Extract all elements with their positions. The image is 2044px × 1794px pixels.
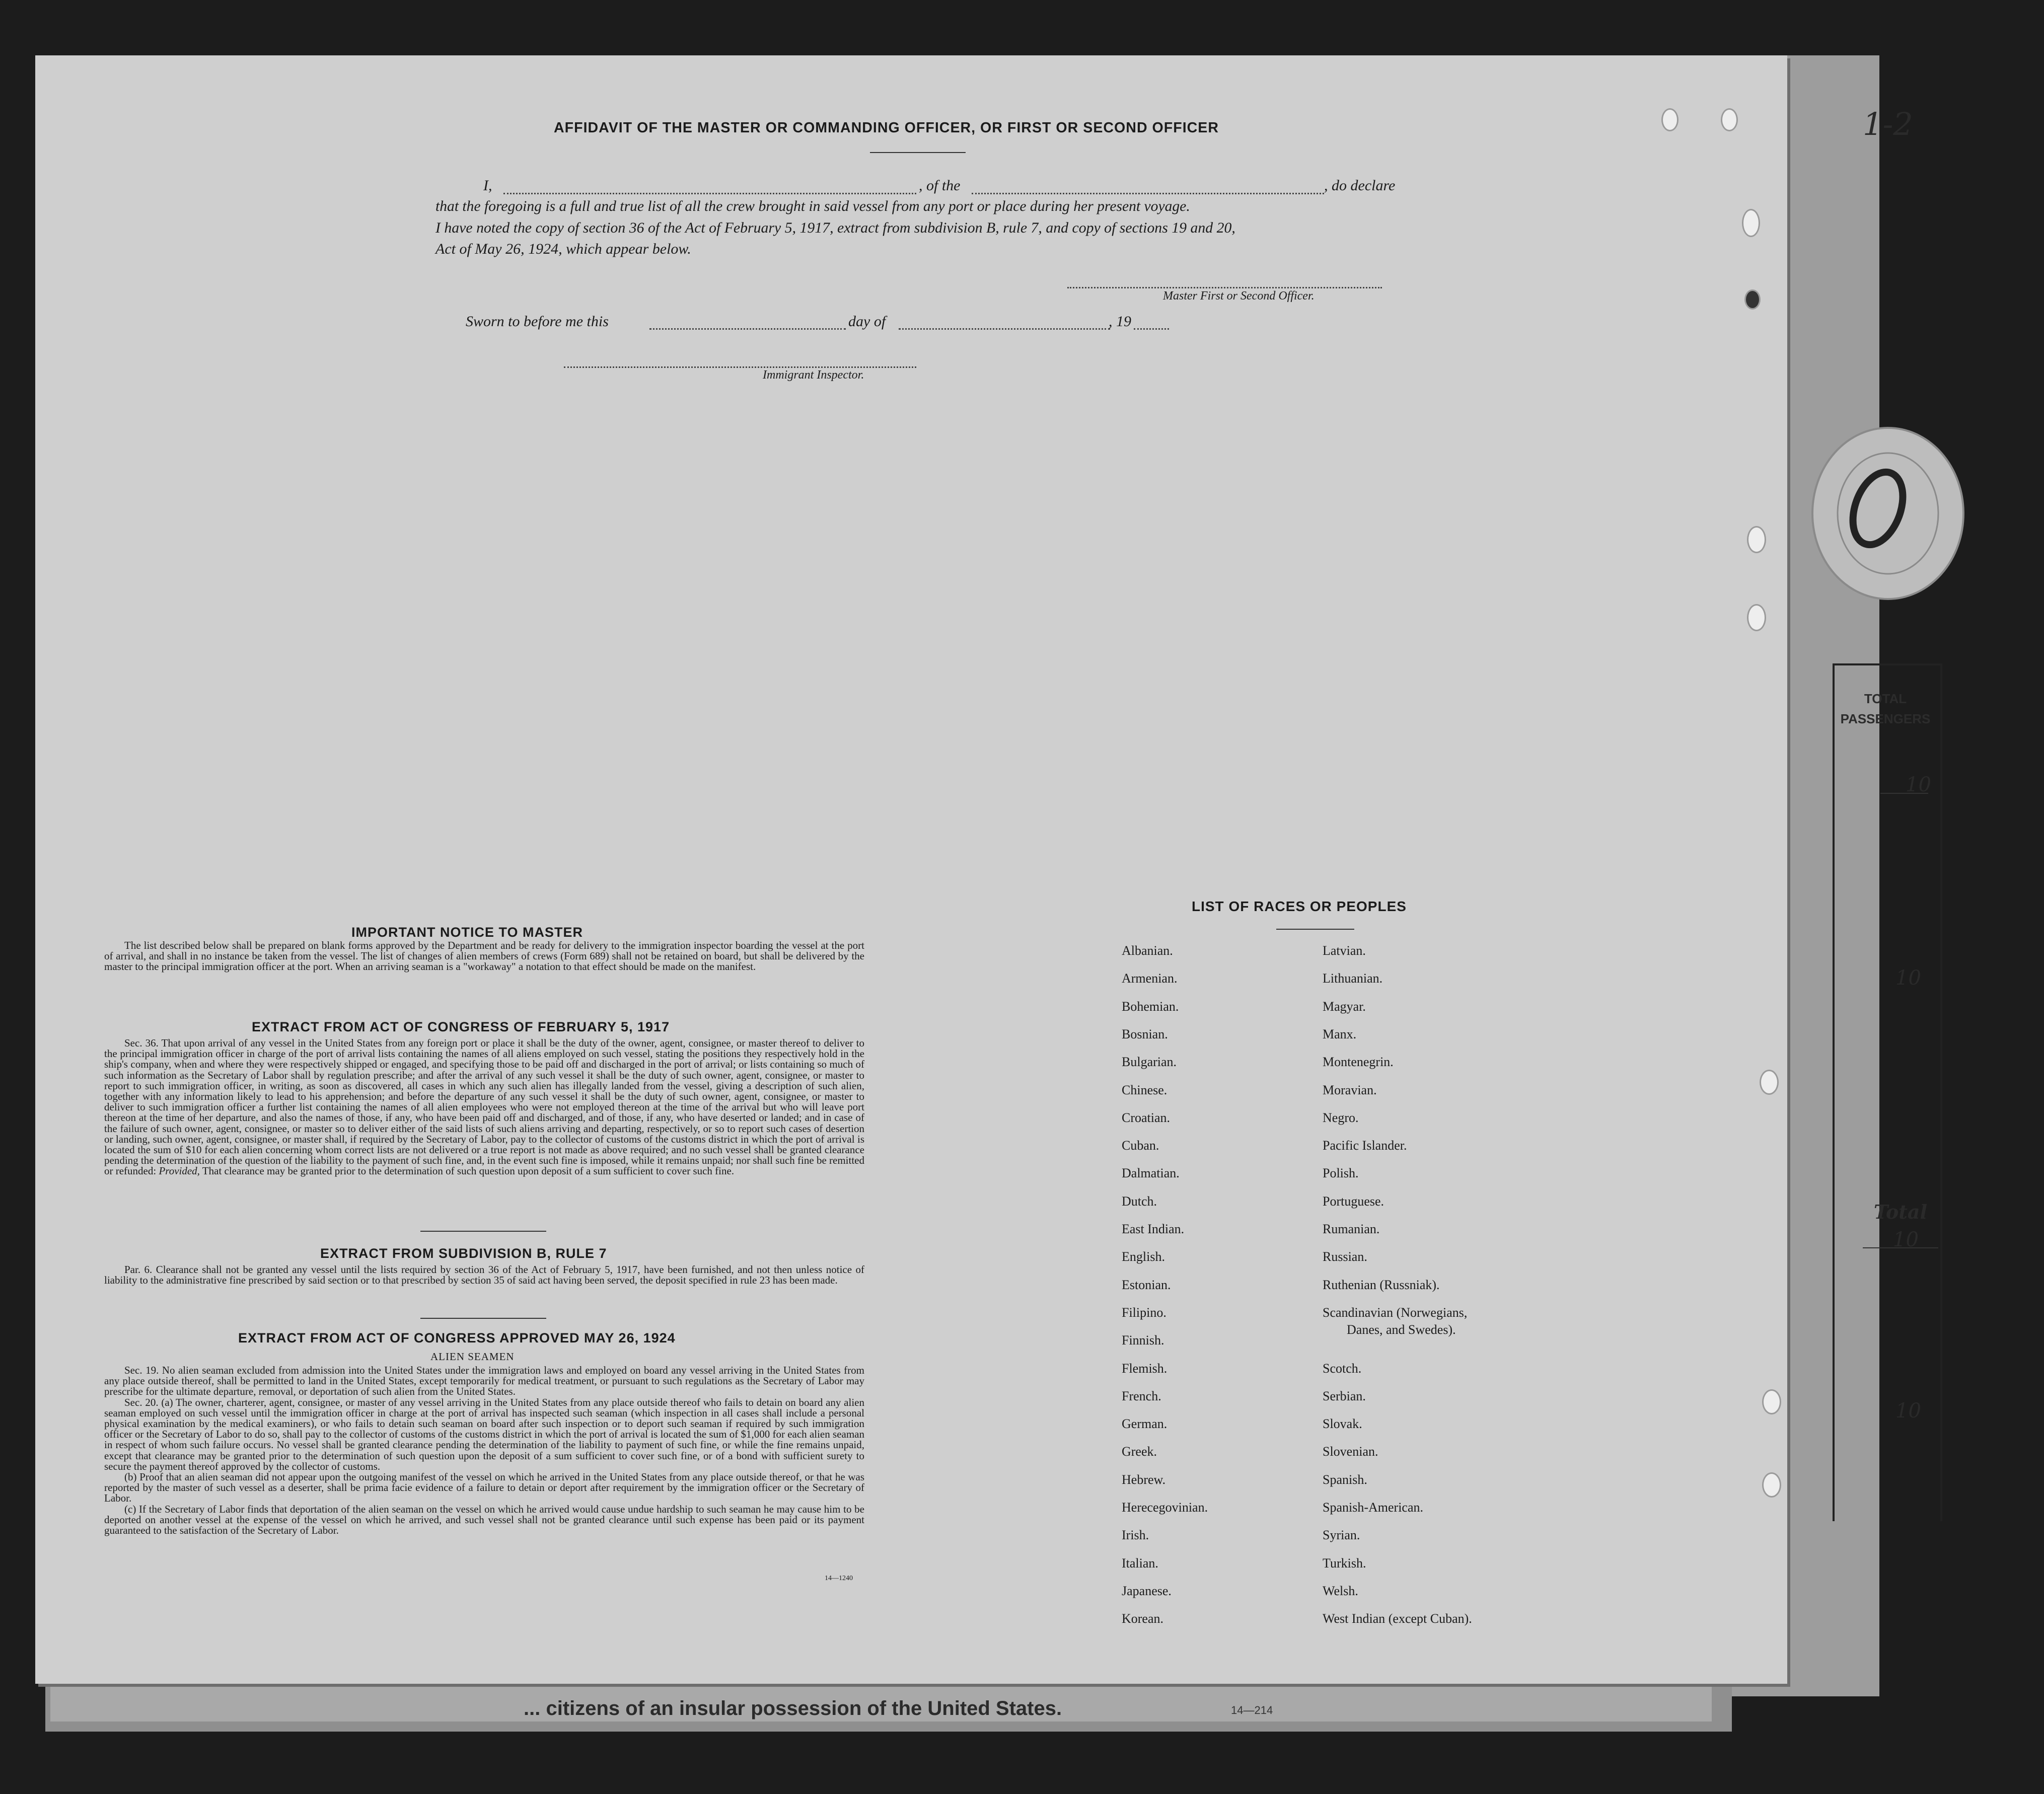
race-item: Pacific Islander. <box>1323 1138 1407 1153</box>
total-word: Total <box>1874 1201 1927 1223</box>
punch-hole <box>1721 108 1738 131</box>
race-item: Filipino. <box>1122 1305 1166 1320</box>
total-label: TOTAL <box>1864 691 1907 706</box>
total-underline <box>1880 793 1928 794</box>
punch-hole <box>1742 209 1760 237</box>
race-item: Montenegrin. <box>1323 1055 1394 1070</box>
name-blank <box>503 193 916 194</box>
race-item: Lithuanian. <box>1323 971 1383 986</box>
race-item: Slovak. <box>1323 1416 1362 1432</box>
race-item: Bulgarian. <box>1122 1055 1177 1070</box>
race-item: Latvian. <box>1323 943 1366 958</box>
affidavit-of-the: , of the <box>919 177 961 194</box>
race-item: Korean. <box>1122 1611 1164 1626</box>
race-item: German. <box>1122 1416 1167 1432</box>
total-value: 10 <box>1895 1399 1921 1423</box>
race-item: Albanian. <box>1122 943 1173 958</box>
master-label: Master First or Second Officer. <box>1163 289 1315 303</box>
punch-hole <box>1760 1070 1779 1095</box>
total-value: 10 <box>1895 966 1921 990</box>
affidavit-title: AFFIDAVIT OF THE MASTER OR COMMANDING OFFICER, OR FIRST OR SECOND OFFICER <box>554 120 1219 136</box>
race-item: Syrian. <box>1323 1528 1360 1543</box>
handwritten-page-number: 1-2 <box>1863 106 1913 142</box>
notice-text: The list described below shall be prepared on blank forms approved by the Department and be ready for delivery to the immigration inspector boarding the vessel at the port of arrival, and shall in no instance be taken from the vessel. The list of changes of alien members of crews (Form 689) shall not be retained on board, but shall be delivered by the master to the principal immigration officer at the port. When an arriving seaman is a "workaway" a notation to that effect should be made on the manifest. <box>104 939 864 973</box>
signature-blank <box>1067 287 1382 288</box>
race-item: Finnish. <box>1122 1333 1164 1348</box>
race-item: Magyar. <box>1323 999 1366 1014</box>
extract-1917-text <box>104 1038 864 1177</box>
race-item: Manx. <box>1323 1026 1357 1041</box>
sworn-label: Sworn to before me this <box>466 313 609 330</box>
punch-hole <box>1762 1472 1781 1498</box>
total-passengers-header <box>1840 689 1931 729</box>
sec-20b-text: (b) Proof that an alien seaman did not appear upon the outgoing manifest of the vessel on which he arrived in the United States from any place outside thereof, or that he was reported by the master of such vessel as a deserter, shall be prima facie evidence of a failure to detain or deport after requirement by the immigration officer or the Secretary of Labor. <box>104 1471 864 1505</box>
affidavit-line-4: Act of May 26, 1924, which appear below. <box>435 241 691 257</box>
sec-20c-text: (c) If the Secretary of Labor finds that deportation of the alien seaman on the vessel on which he arrived would cause undue hardship to such seaman he may cause him to be deported on another vessel at the expense of the vessel on which he arrived, and such vessel shall not be granted clearance until such expense has been paid or its payment guaranteed to the satisfaction of the Secretary of Labor. <box>104 1503 864 1537</box>
passengers-label: PASSENGERS <box>1840 711 1931 726</box>
notice-title: IMPORTANT NOTICE TO MASTER <box>351 925 583 940</box>
underlying-form-number: 14—214 <box>1231 1704 1273 1716</box>
race-item: Spanish-American. <box>1323 1500 1424 1515</box>
inspector-signature-blank <box>564 366 916 368</box>
affidavit-line-3: I have noted the copy of section 36 of the Act of February 5, 1917, extract from subdivision B, rule 7, and copy of sections 19 and 20, <box>435 219 1235 236</box>
race-item: Bosnian. <box>1122 1026 1168 1041</box>
race-item: Croatian. <box>1122 1110 1171 1125</box>
races-title: LIST OF RACES OR PEOPLES <box>1192 899 1407 914</box>
race-item: Greek. <box>1122 1444 1157 1459</box>
punch-hole <box>1744 289 1761 310</box>
race-item: Slovenian. <box>1323 1444 1378 1459</box>
sec-36-end: That clearance may be granted prior to the determination of such question upon deposit of a sum sufficient to cover such fine. <box>202 1165 735 1177</box>
total-value: 10 <box>1893 1228 1919 1251</box>
races-title-rule <box>1276 929 1354 930</box>
race-item: Russian. <box>1323 1249 1367 1264</box>
rule-7-title: EXTRACT FROM SUBDIVISION B, RULE 7 <box>320 1246 607 1261</box>
affidavit-line-2: that the foregoing is a full and true list of all the crew brought in said vessel from any port or place during her present voyage. <box>435 198 1190 214</box>
race-item: Scotch. <box>1323 1361 1362 1376</box>
extract-1917-title: EXTRACT FROM ACT OF CONGRESS OF FEBRUARY 5, 1917 <box>252 1019 670 1034</box>
circular-seal-stamp <box>1807 423 1968 604</box>
punch-hole <box>1747 604 1766 631</box>
title-rule <box>870 152 966 153</box>
affidavit-do-declare: , do declare <box>1324 177 1396 194</box>
sec-19-text: Sec. 19. No alien seaman excluded from admission into the United States under the immigration laws and employed on board any vessel arriving in the United States from any place outside thereof, shall be permitted to land in the United States, except temporarily for medical treatment, or pursuant to such regulations as the Secretary of Labor may prescribe for the ultimate departure, removal, or deportation of such alien from the United States. <box>104 1364 864 1398</box>
year-blank <box>1134 328 1169 330</box>
race-item: Dalmatian. <box>1122 1166 1180 1181</box>
section-rule <box>420 1231 546 1232</box>
race-item: Danes, and Swedes). <box>1347 1322 1456 1337</box>
race-item: Japanese. <box>1122 1583 1172 1598</box>
race-item: French. <box>1122 1388 1161 1403</box>
sec-36-label: Sec. 36. <box>124 1037 159 1049</box>
race-item: Ruthenian (Russniak). <box>1323 1277 1440 1292</box>
race-item: Estonian. <box>1122 1277 1171 1292</box>
affidavit-i: I, <box>483 177 492 194</box>
section-rule <box>420 1318 546 1319</box>
race-item: Polish. <box>1323 1166 1359 1181</box>
race-item: English. <box>1122 1249 1165 1264</box>
form-number-1240: 14—1240 <box>825 1575 853 1582</box>
race-item: Rumanian. <box>1323 1222 1380 1236</box>
race-item: Herecegovinian. <box>1122 1500 1208 1515</box>
sec-20a-text: Sec. 20. (a) The owner, charterer, agent, consignee, or master of any vessel arriving in the United States from any place outside thereof who fails to detain on board any alien seaman employed on such vessel until the immigration officer in charge at the port of arrival has inspected such seaman (which inspection in all cases shall include a personal physical examination by the medical examiners), or who fails to detain such seaman on board after such inspection or to deport such seaman if required by such immigration officer or the Secretary of Labor to do so, shall pay to the collector of customs of the customs district in which the port of arrival is located the sum of $1,000 for each alien seaman in respect of whom such failure occurs. No vessel shall be granted clearance pending the determination of the liability to payment of such fine, or while the fine remains unpaid, except that clearance may be granted prior to the determination of such question upon the deposit of a sum sufficient to cover such fine, or of a bond with sufficient surety to secure the payment thereof approved by the collector of customs. <box>104 1396 864 1472</box>
vessel-blank <box>972 193 1324 194</box>
extract-1924-title: EXTRACT FROM ACT OF CONGRESS APPROVED MAY 26, 1924 <box>238 1330 676 1346</box>
alien-seamen-subtitle: ALIEN SEAMEN <box>430 1351 515 1363</box>
race-item: Serbian. <box>1323 1388 1366 1403</box>
sec-36-body: That upon arrival of any vessel in the United States from any foreign port or place it shall be the duty of the owner, agent, consignee, or master thereof to deliver to the principal immigration officer in charge of the port of arrival lists containing the names of all aliens employed on such vessel, stating the positions they respectively hold in the ship's company, when and where they were respectively shipped or engaged, and specifying those to be paid off and discharged in the port of arrival; or lists containing so much of such information as the Secretary of Labor shall by regulation prescribe; and after the arrival of any such vessel it shall be the duty of such owner, agent, consignee, or master to report to such immigration officer, in writing, as soon as discovered, all cases in which any such alien has illegally landed from the vessel, giving a description of such alien, together with any information likely to lead to his apprehension; and before the departure of any such vessel it shall be the duty of such owner, agent, consignee, or master to deliver to such immigration officer a further list containing the names of all alien employees who were not employed thereon at the time of the arrival but who will leave port thereon at the time of her departure, and also the names of those, if any, who have been paid off and discharged, and of those, if any, who have deserted or landed; and in case of the failure of such owner, agent, consignee, or master so to deliver either of the said lists of such aliens arriving and departing, respectively, or so to report such cases of desertion or landing, such owner, agent, consignee, or master shall, if required by the Secretary of Labor, pay to the collector of customs of the customs district in which the port of arrival is located the sum of $10 for each alien concerning whom correct lists are not delivered or a true report is not made as above required; and no such vessel shall be granted clearance pending the determination of the question of the liability to the payment of such fine, and, in the event such fine is imposed, while it remains unpaid; nor shall such fine be remitted or refunded: <box>104 1037 865 1177</box>
total-underline <box>1863 1247 1938 1248</box>
punch-hole <box>1747 526 1766 553</box>
race-item: Welsh. <box>1323 1583 1358 1598</box>
race-item: Hebrew. <box>1122 1472 1166 1487</box>
race-item: Turkish. <box>1323 1555 1366 1571</box>
inspector-label: Immigrant Inspector. <box>763 368 864 382</box>
race-item: Bohemian. <box>1122 999 1179 1014</box>
race-item: Spanish. <box>1323 1472 1367 1487</box>
race-item: Negro. <box>1323 1110 1359 1125</box>
race-item: West Indian (except Cuban). <box>1323 1611 1472 1626</box>
race-item: Italian. <box>1122 1555 1158 1571</box>
race-item: Scandinavian (Norwegians, <box>1323 1305 1468 1320</box>
race-item: Flemish. <box>1122 1361 1167 1376</box>
rule-7-text: Par. 6. Clearance shall not be granted any vessel until the lists required by section 36 of the Act of February 5, 1917, have been furnished, and not then unless notice of liability to the administrative fine prescribed by said section or to that prescribed by section 35 of said act having been served, the deposit specified in rule 23 has been made. <box>104 1263 864 1287</box>
punch-hole <box>1661 108 1678 131</box>
race-item: Dutch. <box>1122 1193 1157 1209</box>
punch-hole <box>1762 1389 1781 1414</box>
day-of-label: day of <box>848 313 886 330</box>
underlying-sheet-text: ... citizens of an insular possession of the United States. <box>524 1697 1062 1720</box>
race-item: Moravian. <box>1323 1082 1377 1097</box>
total-value: 10 <box>1906 773 1931 796</box>
sworn-day-blank <box>649 328 846 330</box>
race-item: Cuban. <box>1122 1138 1159 1153</box>
race-item: Irish. <box>1122 1528 1149 1543</box>
race-item: Armenian. <box>1122 971 1178 986</box>
provided-word: Provided, <box>159 1165 200 1177</box>
sworn-month-blank <box>899 328 1110 330</box>
race-item: East Indian. <box>1122 1222 1185 1236</box>
year-label: , 19 <box>1109 313 1131 330</box>
extract-1924-text <box>104 1365 864 1536</box>
race-item: Chinese. <box>1122 1082 1167 1097</box>
race-item: Portuguese. <box>1323 1193 1384 1209</box>
